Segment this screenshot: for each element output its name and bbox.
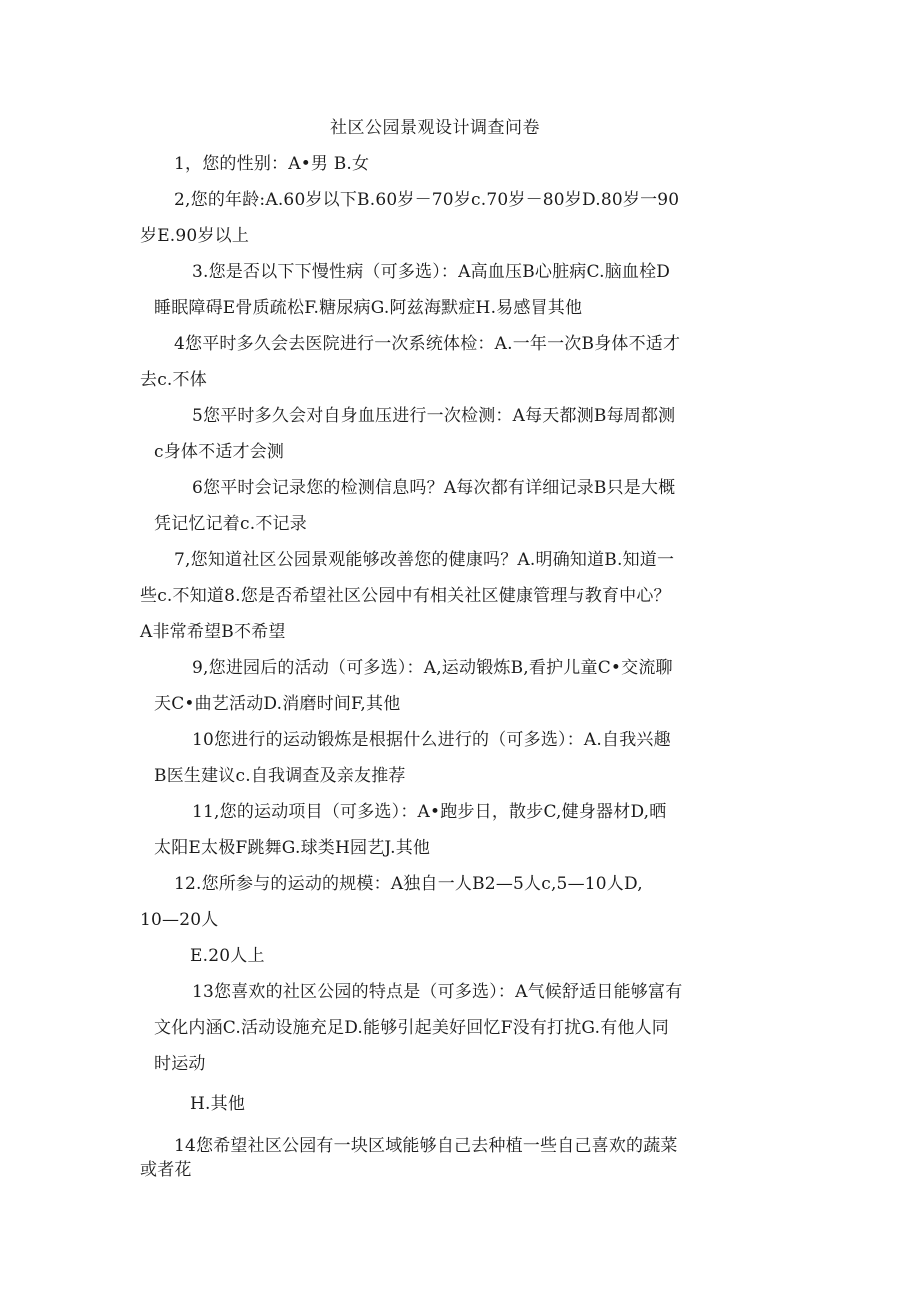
question-12-line-3: E.20人上 [190, 946, 265, 966]
question-3-line-1: 3.您是否以下下慢性病（可多选）：A高血压B心脏病C.脑血栓D [192, 262, 671, 282]
document-title: 社区公园景观设计调查问卷 [330, 118, 540, 138]
question-13-line-3: 时运动 [154, 1054, 206, 1074]
question-11-line-2: 太阳E太极F跳舞G.球类H园艺J.其他 [154, 838, 431, 858]
question-12-line-1: 12.您所参与的运动的规模：A独自一人B2—5人c,5—10人D, [174, 874, 643, 894]
question-7-line-1: 7,您知道社区公园景观能够改善您的健康吗？A.明确知道B.知道一 [174, 550, 675, 570]
question-2-line-2: 岁E.90岁以上 [140, 226, 250, 246]
question-2-line-1: 2,您的年龄:A.60岁以下B.60岁－70岁c.70岁－80岁D.80岁一90 [174, 190, 680, 210]
question-1-line-1: 1，您的性别：A•男 B.女 [174, 154, 370, 174]
question-6-line-2: 凭记忆记着c.不记录 [154, 514, 307, 534]
question-10-line-2: B医生建议c.自我调查及亲友推荐 [154, 766, 406, 786]
question-7-8-line: 些c.不知道8.您是否希望社区公园中有相关社区健康管理与教育中心？ [140, 586, 671, 606]
question-5-line-1: 5您平时多久会对自身血压进行一次检测：A每天都测B每周都测 [192, 406, 676, 426]
question-13-line-2: 文化内涵C.活动设施充足D.能够引起美好回忆F没有打扰G.有他人同 [154, 1018, 670, 1038]
question-9-line-2: 天C•曲艺活动D.消磨时间F,其他 [154, 694, 401, 714]
question-6-line-1: 6您平时会记录您的检测信息吗？A每次都有详细记录B只是大概 [192, 478, 676, 498]
question-3-line-2: 睡眠障碍E骨质疏松F.糖尿病G.阿兹海默症H.易感冒其他 [154, 298, 583, 318]
question-10-line-1: 10您进行的运动锻炼是根据什么进行的（可多选）：A.自我兴趣 [192, 730, 671, 750]
question-5-line-2: c身体不适才会测 [154, 442, 285, 462]
question-14-line-1: 14您希望社区公园有一块区域能够自己去种植一些自己喜欢的蔬菜 [174, 1136, 678, 1156]
question-9-line-1: 9,您进园后的活动（可多选）：A,运动锻炼B,看护儿童C•交流聊 [192, 658, 673, 678]
question-4-line-1: 4您平时多久会去医院进行一次系统体检：A.一年一次B身体不适才 [174, 334, 681, 354]
question-8-line-2: A非常希望B不希望 [140, 622, 286, 642]
question-4-line-2: 去c.不体 [140, 370, 207, 390]
question-12-line-2: 10—20人 [140, 910, 219, 930]
question-13-line-1: 13您喜欢的社区公园的特点是（可多选）：A气候舒适日能够富有 [192, 982, 683, 1002]
question-13-line-4: H.其他 [190, 1094, 246, 1114]
question-14-line-2: 或者花 [140, 1160, 192, 1180]
question-11-line-1: 11,您的运动项目（可多选）：A•跑步日，散步C,健身器材D,晒 [192, 802, 667, 822]
